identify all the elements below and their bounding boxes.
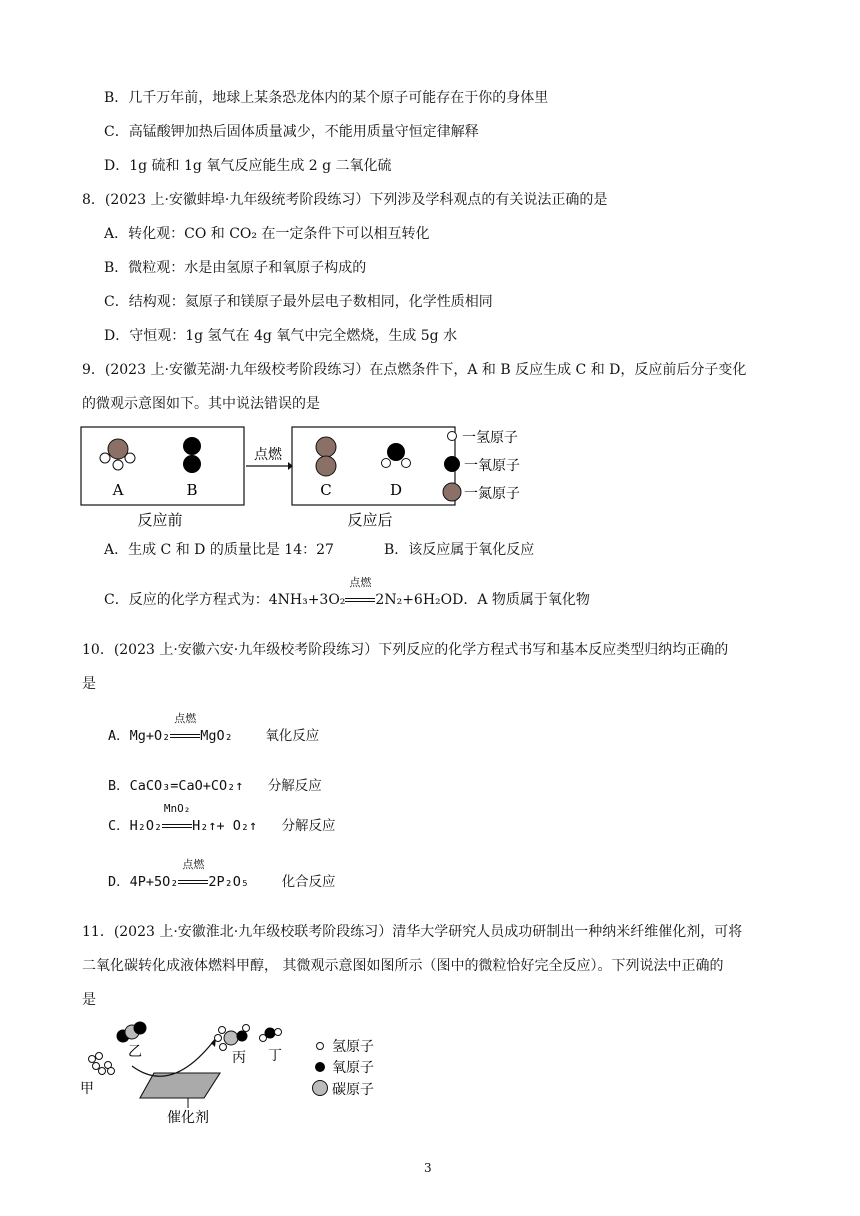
q9-option-a: A．生成 C 和 D 的质量比是 14：27	[104, 542, 334, 558]
q9-stem-line1: 9．(2023 上·安徽芜湖·九年级校考阶段练习）在点燃条件下，A 和 B 反应生成 C 和 D，反应前后分子变化	[82, 362, 747, 378]
svg-text:碳原子: 碳原子	[332, 1082, 374, 1098]
q8-option-a: A．转化观：CO 和 CO₂ 在一定条件下可以相互转化	[104, 226, 430, 242]
methanol-molecule-icon	[215, 1025, 250, 1051]
q8-stem: 8．(2023 上·安徽蚌埠·九年级统考阶段练习）下列涉及学科观点的有关说法正确的是	[82, 192, 608, 208]
nitrogen-legend-icon	[443, 483, 461, 501]
svg-text:氧原子: 氧原子	[332, 1060, 374, 1076]
q9-option-d: D．A 物质属于氧化物	[452, 592, 590, 608]
svg-text:乙: 乙	[128, 1044, 142, 1060]
q11-stem-line3: 是	[82, 992, 96, 1008]
q7-option-c: C．高锰酸钾加热后固体质量减少，不能用质量守恒定律解释	[104, 124, 479, 140]
svg-text:C: C	[320, 481, 332, 499]
co2-molecule-icon	[117, 1022, 147, 1043]
q10-stem-line2: 是	[82, 676, 96, 692]
molecule-b-icon	[183, 437, 201, 473]
q10-option-c: C．H₂O₂ MnO₂ H₂↑+ O₂↑ 分解反应	[108, 802, 336, 834]
oxygen-legend-icon	[315, 1062, 325, 1072]
svg-text:丁: 丁	[268, 1048, 282, 1064]
svg-text:B: B	[186, 481, 198, 499]
h2-molecules-icon	[89, 1053, 115, 1075]
page-number: 3	[424, 1161, 432, 1175]
svg-text:氢原子: 氢原子	[332, 1039, 374, 1055]
oxygen-legend-icon	[444, 456, 460, 472]
q10-option-a: A．Mg+O₂ 点燃 MgO₂ 氧化反应	[108, 712, 320, 744]
svg-text:反应前: 反应前	[137, 511, 183, 529]
svg-text:一氮原子: 一氮原子	[464, 486, 520, 502]
svg-text:丙: 丙	[232, 1050, 246, 1066]
q8-option-b: B．微粒观：水是由氢原子和氧原子构成的	[104, 260, 367, 276]
q8-option-d: D．守恒观：1g 氢气在 4g 氧气中完全燃烧，生成 5g 水	[104, 328, 458, 344]
molecule-d-icon	[382, 443, 411, 468]
molecule-c-icon	[316, 437, 336, 476]
carbon-legend-icon	[313, 1081, 328, 1096]
q9-option-b: B．该反应属于氧化反应	[384, 542, 535, 558]
q7-option-b: B．几千万年前，地球上某条恐龙体内的某个原子可能存在于你的身体里	[104, 90, 549, 106]
q11-stem-line1: 11．(2023 上·安徽淮北·九年级校联考阶段练习）清华大学研究人员成功研制出一种纳米纤维催化剂，可将	[82, 924, 743, 940]
svg-text:D: D	[389, 481, 403, 499]
q10-stem-line1: 10．(2023 上·安徽六安·九年级校考阶段练习）下列反应的化学方程式书写和基本反应类型归纳均正确的	[82, 642, 729, 658]
svg-text:点燃: 点燃	[254, 447, 282, 463]
svg-text:A: A	[112, 481, 124, 499]
q9-reaction-diagram	[80, 425, 550, 535]
hydrogen-legend-icon	[317, 1043, 324, 1050]
q10-option-b: B．CaCO₃=CaO+CO₂↑ 分解反应	[108, 778, 322, 794]
svg-text:一氧原子: 一氧原子	[464, 458, 520, 474]
q9-stem-line2: 的微观示意图如下。其中说法错误的是	[82, 396, 320, 412]
q10-option-d: D．4P+5O₂ 点燃 2P₂O₅ 化合反应	[108, 858, 336, 890]
q9-option-c: C．反应的化学方程式为：4NH₃+3O₂ 点燃 2N₂+6H₂OD．A 物质属于氧化物	[104, 576, 590, 608]
svg-text:催化剂: 催化剂	[167, 1110, 209, 1126]
q7-option-d: D．1g 硫和 1g 氧气反应能生成 2 g 二氧化硫	[104, 158, 392, 174]
svg-text:甲: 甲	[80, 1081, 94, 1097]
svg-text:一氢原子: 一氢原子	[462, 430, 518, 446]
water-molecule-icon	[260, 1028, 282, 1042]
q11-catalyst-diagram	[80, 1018, 400, 1133]
q11-stem-line2: 二氧化碳转化成液体燃料甲醇， 其微观示意图如图所示（图中的微粒恰好完全反应）。下列说法中正确的	[82, 958, 724, 974]
svg-text:反应后: 反应后	[347, 511, 393, 529]
hydrogen-legend-icon	[448, 432, 457, 441]
q8-option-c: C．结构观：氦原子和镁原子最外层电子数相同，化学性质相同	[104, 294, 493, 310]
molecule-a-icon	[100, 439, 135, 470]
